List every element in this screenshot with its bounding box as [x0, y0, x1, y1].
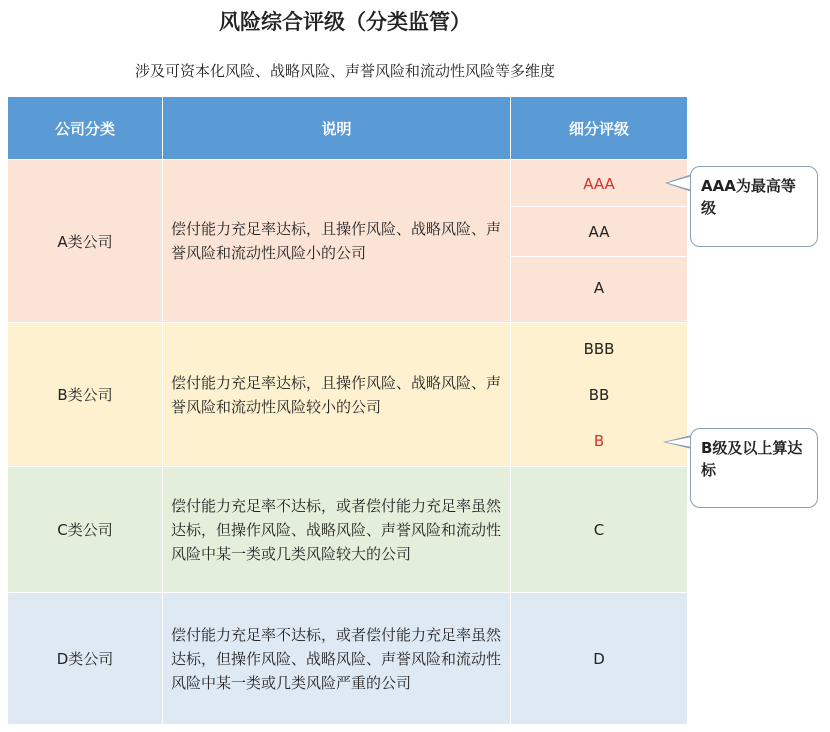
- grade-label: A: [511, 256, 687, 318]
- grade-label: BB: [588, 385, 610, 404]
- callout-top-grade: AAA为最高等级: [690, 166, 818, 247]
- callout-pointer-fill: [666, 437, 692, 447]
- grade-label: AA: [511, 206, 687, 256]
- category-cell: B类公司: [8, 323, 163, 466]
- category-cell: C类公司: [8, 467, 163, 592]
- description-cell: 偿付能力充足率不达标，或者偿付能力充足率虽然达标，但操作风险、战略风险、声誉风险和流动性风险中某一类或几类风险严重的公司: [163, 593, 511, 724]
- grades-cell: [511, 160, 687, 322]
- grades-cell: [511, 593, 687, 724]
- grade-label: AAA: [583, 175, 615, 193]
- rating-table: [8, 97, 687, 724]
- callout-pass-threshold: B级及以上算达标: [690, 428, 818, 508]
- description-cell: 偿付能力充足率不达标，或者偿付能力充足率虽然达标，但操作风险、战略风险、声誉风险和流动性风险中某一类或几类风险较大的公司: [163, 467, 511, 592]
- category-cell: D类公司: [8, 593, 163, 724]
- description-cell: 偿付能力充足率达标，且操作风险、战略风险、声誉风险和流动性风险小的公司: [163, 160, 511, 322]
- grade-label: B: [593, 431, 605, 450]
- description-cell: 偿付能力充足率达标，且操作风险、战略风险、声誉风险和流动性风险较小的公司: [163, 323, 511, 466]
- table-row: [8, 592, 687, 724]
- grade-label: BBB: [583, 339, 615, 358]
- header-description: 说明: [163, 97, 511, 159]
- grade-label: D: [593, 649, 605, 668]
- callout-pointer-fill: [668, 176, 692, 190]
- page-title: 风险综合评级（分类监管）: [219, 10, 471, 34]
- category-cell: A类公司: [8, 160, 163, 322]
- header-category: 公司分类: [8, 97, 163, 159]
- header-grades: 细分评级: [568, 119, 629, 138]
- page-subtitle: 涉及可资本化风险、战略风险、声誉风险和流动性风险等多维度: [134, 62, 555, 80]
- table-row: [8, 466, 687, 592]
- table-row: [8, 159, 687, 322]
- grade-label: C: [593, 520, 605, 539]
- table-header: [8, 97, 687, 159]
- grades-cell: [511, 467, 687, 592]
- grades-cell: [511, 323, 687, 466]
- table-row: [8, 322, 687, 466]
